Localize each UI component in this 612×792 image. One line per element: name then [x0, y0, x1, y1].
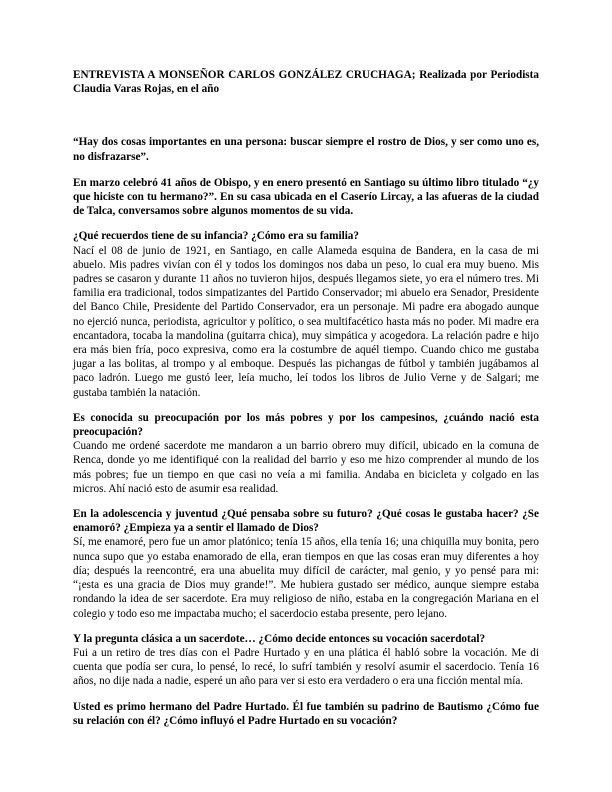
qa-block — [73, 411, 539, 496]
qa-block — [73, 632, 539, 689]
answer: Sí, me enamoré, pero fue un amor platónico; tenía 15 años, ella tenía 16; una chiquilla muy bonita, pero nunca supo que yo estaba enamorado de ella, eran tiempos en que las cosas eran muy diferentes a hoy día; después la reencontré, era una abuelita muy difícil de carácter, mal genio, y yo pensé para mi: “¡esta es una gracia de Dios muy grande!”. Me hubiera gustado ser médico, aunque siempre estaba rondando la idea de ser sacerdote. Era muy religioso de niño, estaba en la congregación Mariana en el colegio y todo eso me impactaba mucho; el sacerdocio estaba presente, pero lejano. — [73, 536, 539, 620]
question: Es conocida su preocupación por los más pobres y por los campesinos, ¿cuándo nació esta preocupación? — [73, 411, 539, 439]
document-title: ENTREVISTA A MONSEÑOR CARLOS GONZÁLEZ CRUCHAGA; Realizada por Periodista Claudia Varas Rojas, en el año — [73, 69, 539, 96]
qa-block — [73, 700, 539, 728]
question: En la adolescencia y juventud ¿Qué pensaba sobre su futuro? ¿Qué cosas le gustaba hacer? ¿Se enamoró? ¿Empieza ya a sentir el llamado de Dios? — [73, 508, 539, 535]
text-column — [73, 68, 539, 728]
qa-block — [73, 229, 539, 399]
answer: Fui a un retiro de tres días con el Padre Hurtado y en una plática él habló sobre la vocación. Me di cuenta que podía ser cura, lo pensé, lo recé, lo sufrí también y resolví asumir el sacerdocio. Tenía 16 años, no dije nada a nadie, esperé un año para ver si esto era verdadero o era una ficción mental mía. — [73, 646, 539, 688]
qa-block — [73, 507, 539, 621]
intro-paragraph: En marzo celebró 41 años de Obispo, y en enero presentó en Santiago su último libro titulado “¿y que hiciste con tu hermano?”. En su casa ubicada en el Caserío Lircay, a las afueras de la ciudad de Talca, conversamos sobre algunos momentos de su vida. — [73, 176, 539, 218]
question: ¿Qué recuerdos tiene de su infancia? ¿Cómo era su familia? — [73, 230, 359, 243]
opening-quote: “Hay dos cosas importantes en una persona: buscar siempre el rostro de Dios, y ser como uno es, no disfrazarse”. — [73, 136, 539, 163]
question: Y la pregunta clásica a un sacerdote… ¿Cómo decide entonces su vocación sacerdotal? — [73, 632, 486, 645]
answer: Nací el 08 de junio de 1921, en Santiago, en calle Alameda esquina de Bandera, en la casa de mi abuelo. Mis padres vivían con él y todos los domingos nos daba un peso, lo cual era muy bueno. Mis padres se casaron y durante 11 años no tuvieron hijos, después llegamos siete, yo era el número tres. Mi familia era tradicional, todos simpatizantes del Partido Conservador; mi abuelo era Senador, Presidente del Banco Chile, Presidente del Partido Conservador, era un personaje. Mi padre era abogado aunque no ejerció nunca, periodista, agricultor y político, o sea multifacético hasta más no poder. Mi madre era encantadora, tocaba la mandolina (guitarra chica), muy simpática y acogedora. La relación padre e hijo era más bien fría, poco expresiva, como era la costumbre de aquél tiempo. Cuando chico me gustaba jugar a las bolitas, al trompo y al emboque. Después las pichangas de fútbol y también jugábamos al paco ladrón. Luego me gustó leer, leía mucho, leí todos los libros de Julio Verne y de Salgari; me gustaba también la natación. — [73, 244, 539, 399]
answer: Cuando me ordené sacerdote me mandaron a un barrio obrero muy difícil, ubicado en la comuna de Renca, donde yo me identifiqué con la realidad del barrio y eso me hizo comprender al mundo de los más pobres; fue un tiempo en que casi no veía a mi familia. Andaba en bicicleta y colgado en las micros. Ahí nació esto de asumir esa realidad. — [73, 440, 539, 495]
question: Usted es primo hermano del Padre Hurtado. Él fue también su padrino de Bautismo ¿Cómo fue su relación con él? ¿Cómo influyó el Padre Hurtado en su vocación? — [73, 700, 539, 727]
